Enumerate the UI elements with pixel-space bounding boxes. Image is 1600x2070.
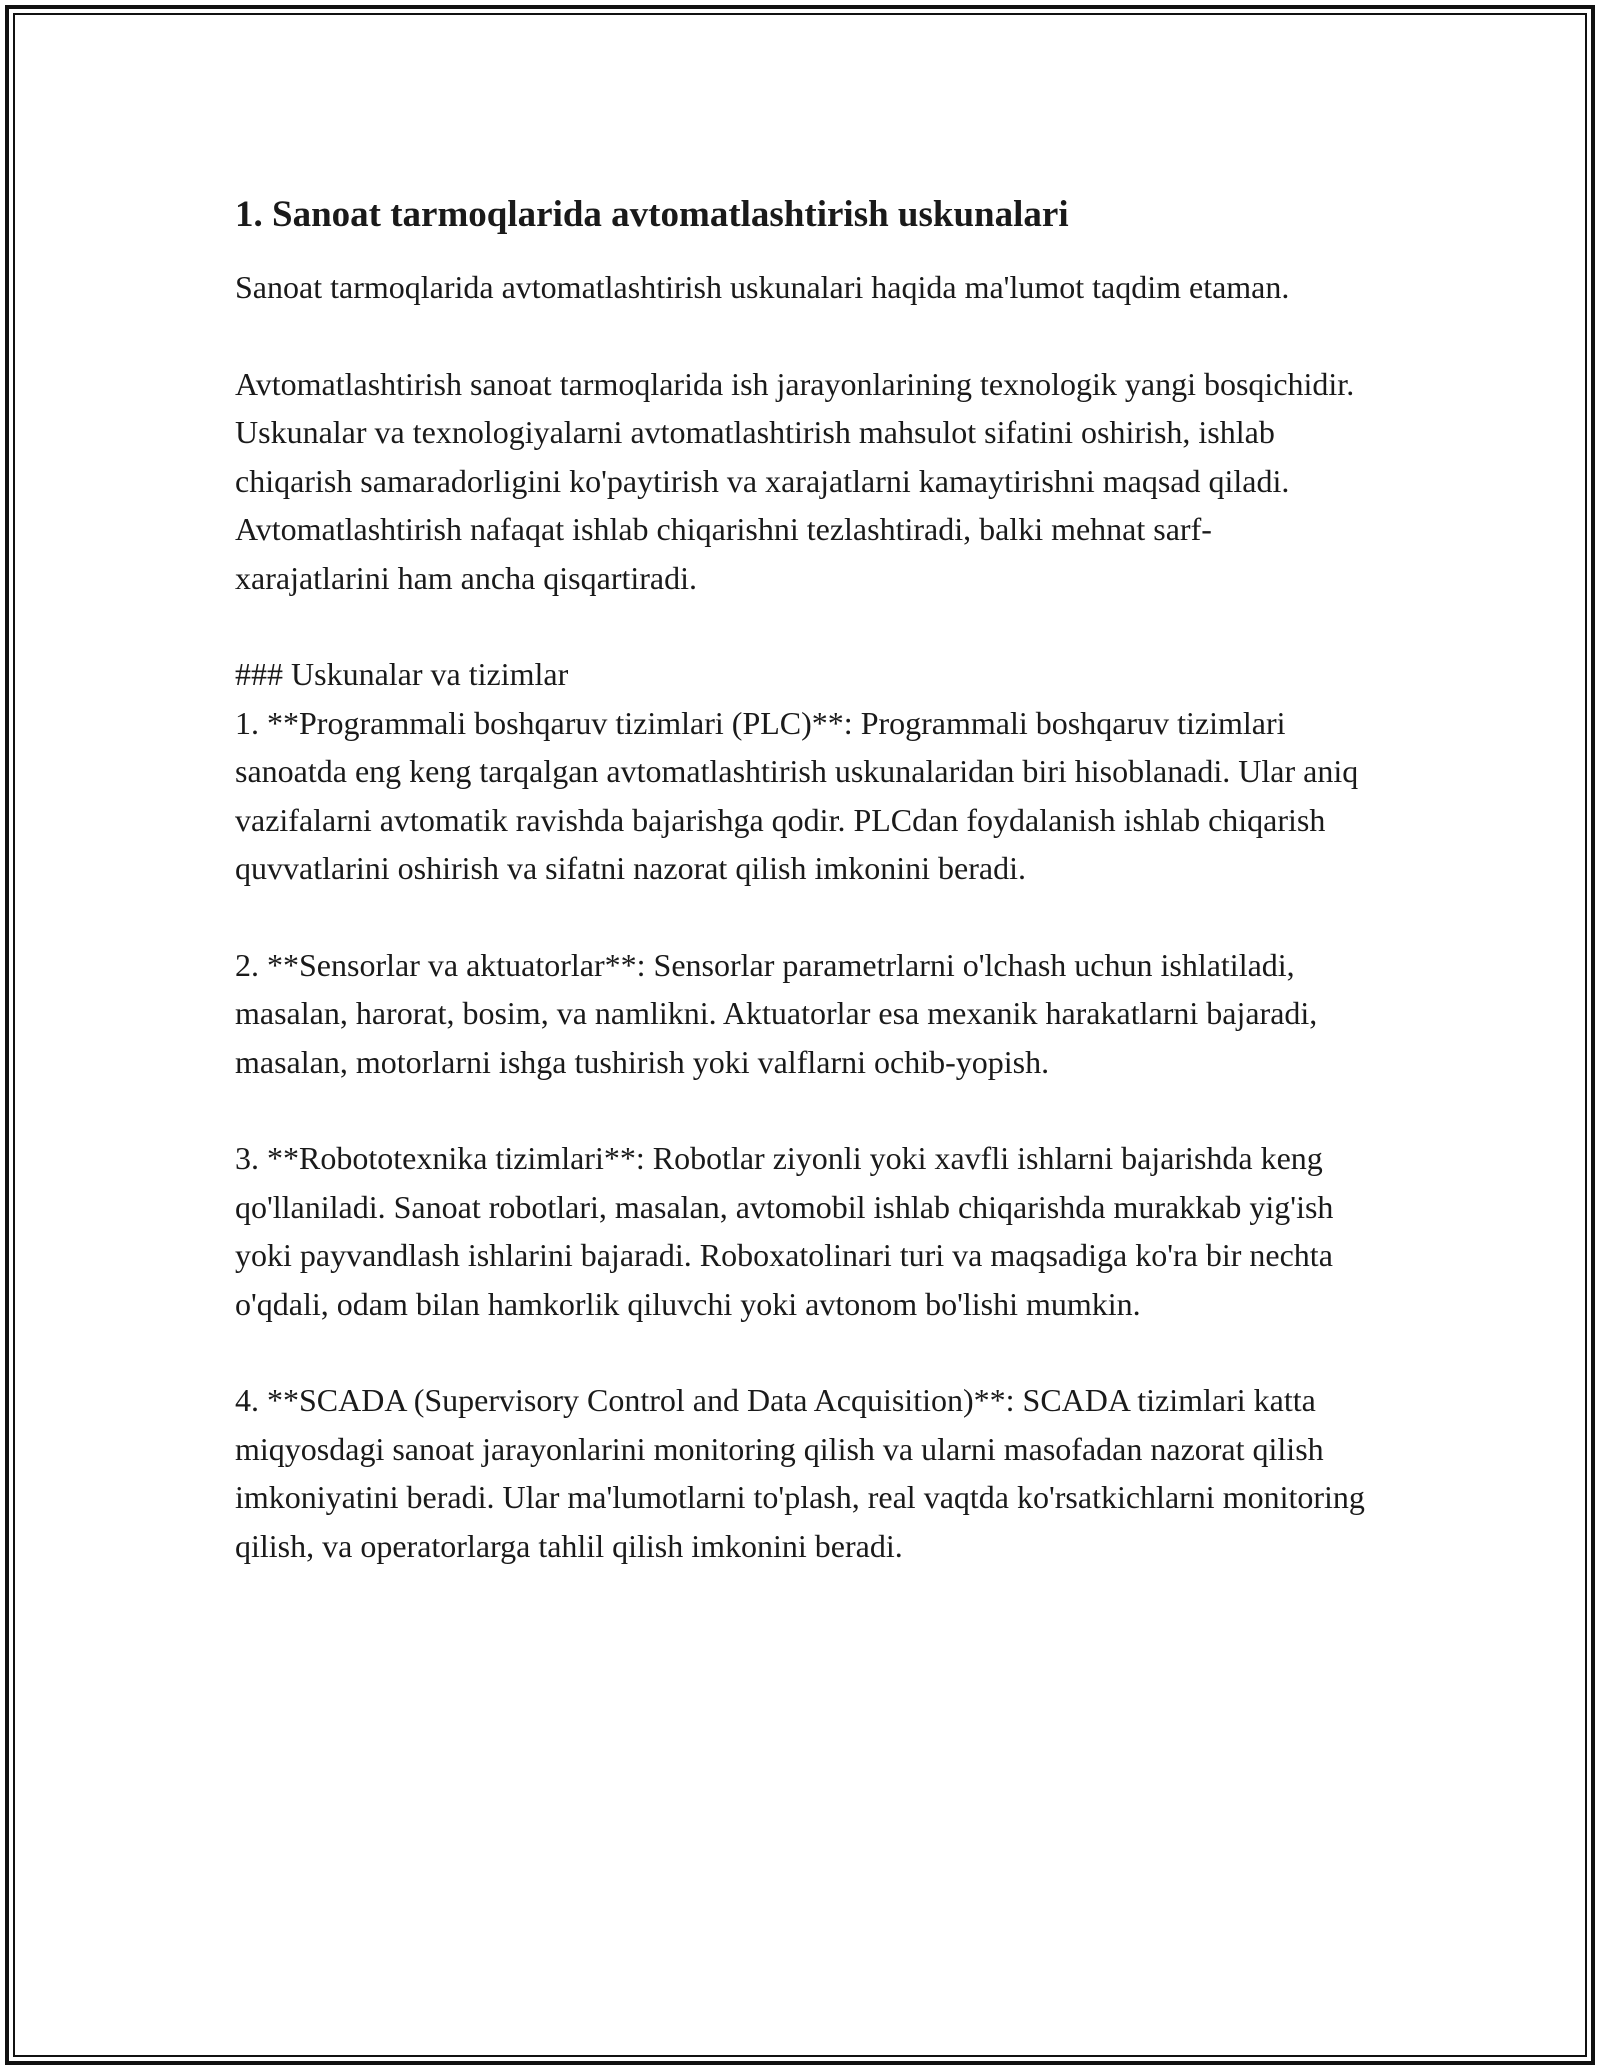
intro-paragraph: Sanoat tarmoqlarida avtomatlashtirish uskunalari haqida ma'lumot taqdim etaman. xyxy=(235,269,1290,305)
list-item-sensors: 2. **Sensorlar va aktuatorlar**: Sensorlar parametrlarni o'lchash uchun ishlatiladi, masalan, harorat, bosim, va namlikni. Aktuatorlar esa mexanik harakatlarni bajaradi, masalan, motorlarni ishga tushirish yoki valflarni ochib-yopish. xyxy=(235,946,1318,1080)
list-item-scada: 4. **SCADA (Supervisory Control and Data Acquisition)**: SCADA tizimlari katta miqyosdagi sanoat jarayonlarini monitoring qilish va ularni masofadan nazorat qilish imkoniyatini beradi. Ular ma'lumotlarni to'plash, real vaqtda ko'rsatkichlarni monitoring qilish, va operatorlarga tahlil qilish imkonini beradi. xyxy=(235,1382,1365,1564)
overview-paragraph: Avtomatlashtirish sanoat tarmoqlarida ish jarayonlarining texnologik yangi bosqichidir. Uskunalar va texnologiyalarni avtomatlashtirish mahsulot sifatini oshirish, ishlab chiqarish samaradorligini ko'paytirish va xarajatlarni kamaytirishni maqsad qiladi. Avtomatlashtirish nafaqat ishlab chiqarishni tezlashtiradi, balki mehnat sarf-xarajatlarini ham ancha qisqartiradi. xyxy=(235,365,1355,596)
section-heading: ### Uskunalar va tizimlar xyxy=(235,656,569,692)
list-item-robotics: 3. **Robototexnika tizimlari**: Robotlar ziyonli yoki xavfli ishlarni bajarishda keng qo'llaniladi. Sanoat robotlari, masalan, avtomobil ishlab chiqarishda murakkab yig'ish yoki payvandlash ishlarini bajaradi. Roboxatolinari turi va maqsadiga ko'ra bir nechta o'qdali, odam bilan hamkorlik qiluvchi yoki avtonom bo'lishi mumkin. xyxy=(235,1140,1334,1322)
document-body xyxy=(235,185,1365,1618)
list-item-plc: 1. **Programmali boshqaruv tizimlari (PLC)**: Programmali boshqaruv tizimlari sanoatda eng keng tarqalgan avtomatlashtirish uskunalaridan biri hisoblanadi. Ular aniq vazifalarni avtomatik ravishda bajarishga qodir. PLCdan foydalanish ishlab chiqarish quvvatlarini oshirish va sifatni nazorat qilish imkonini beradi. xyxy=(235,704,1359,886)
document-title: 1. Sanoat tarmoqlarida avtomatlashtirish uskunalari xyxy=(235,194,1069,235)
